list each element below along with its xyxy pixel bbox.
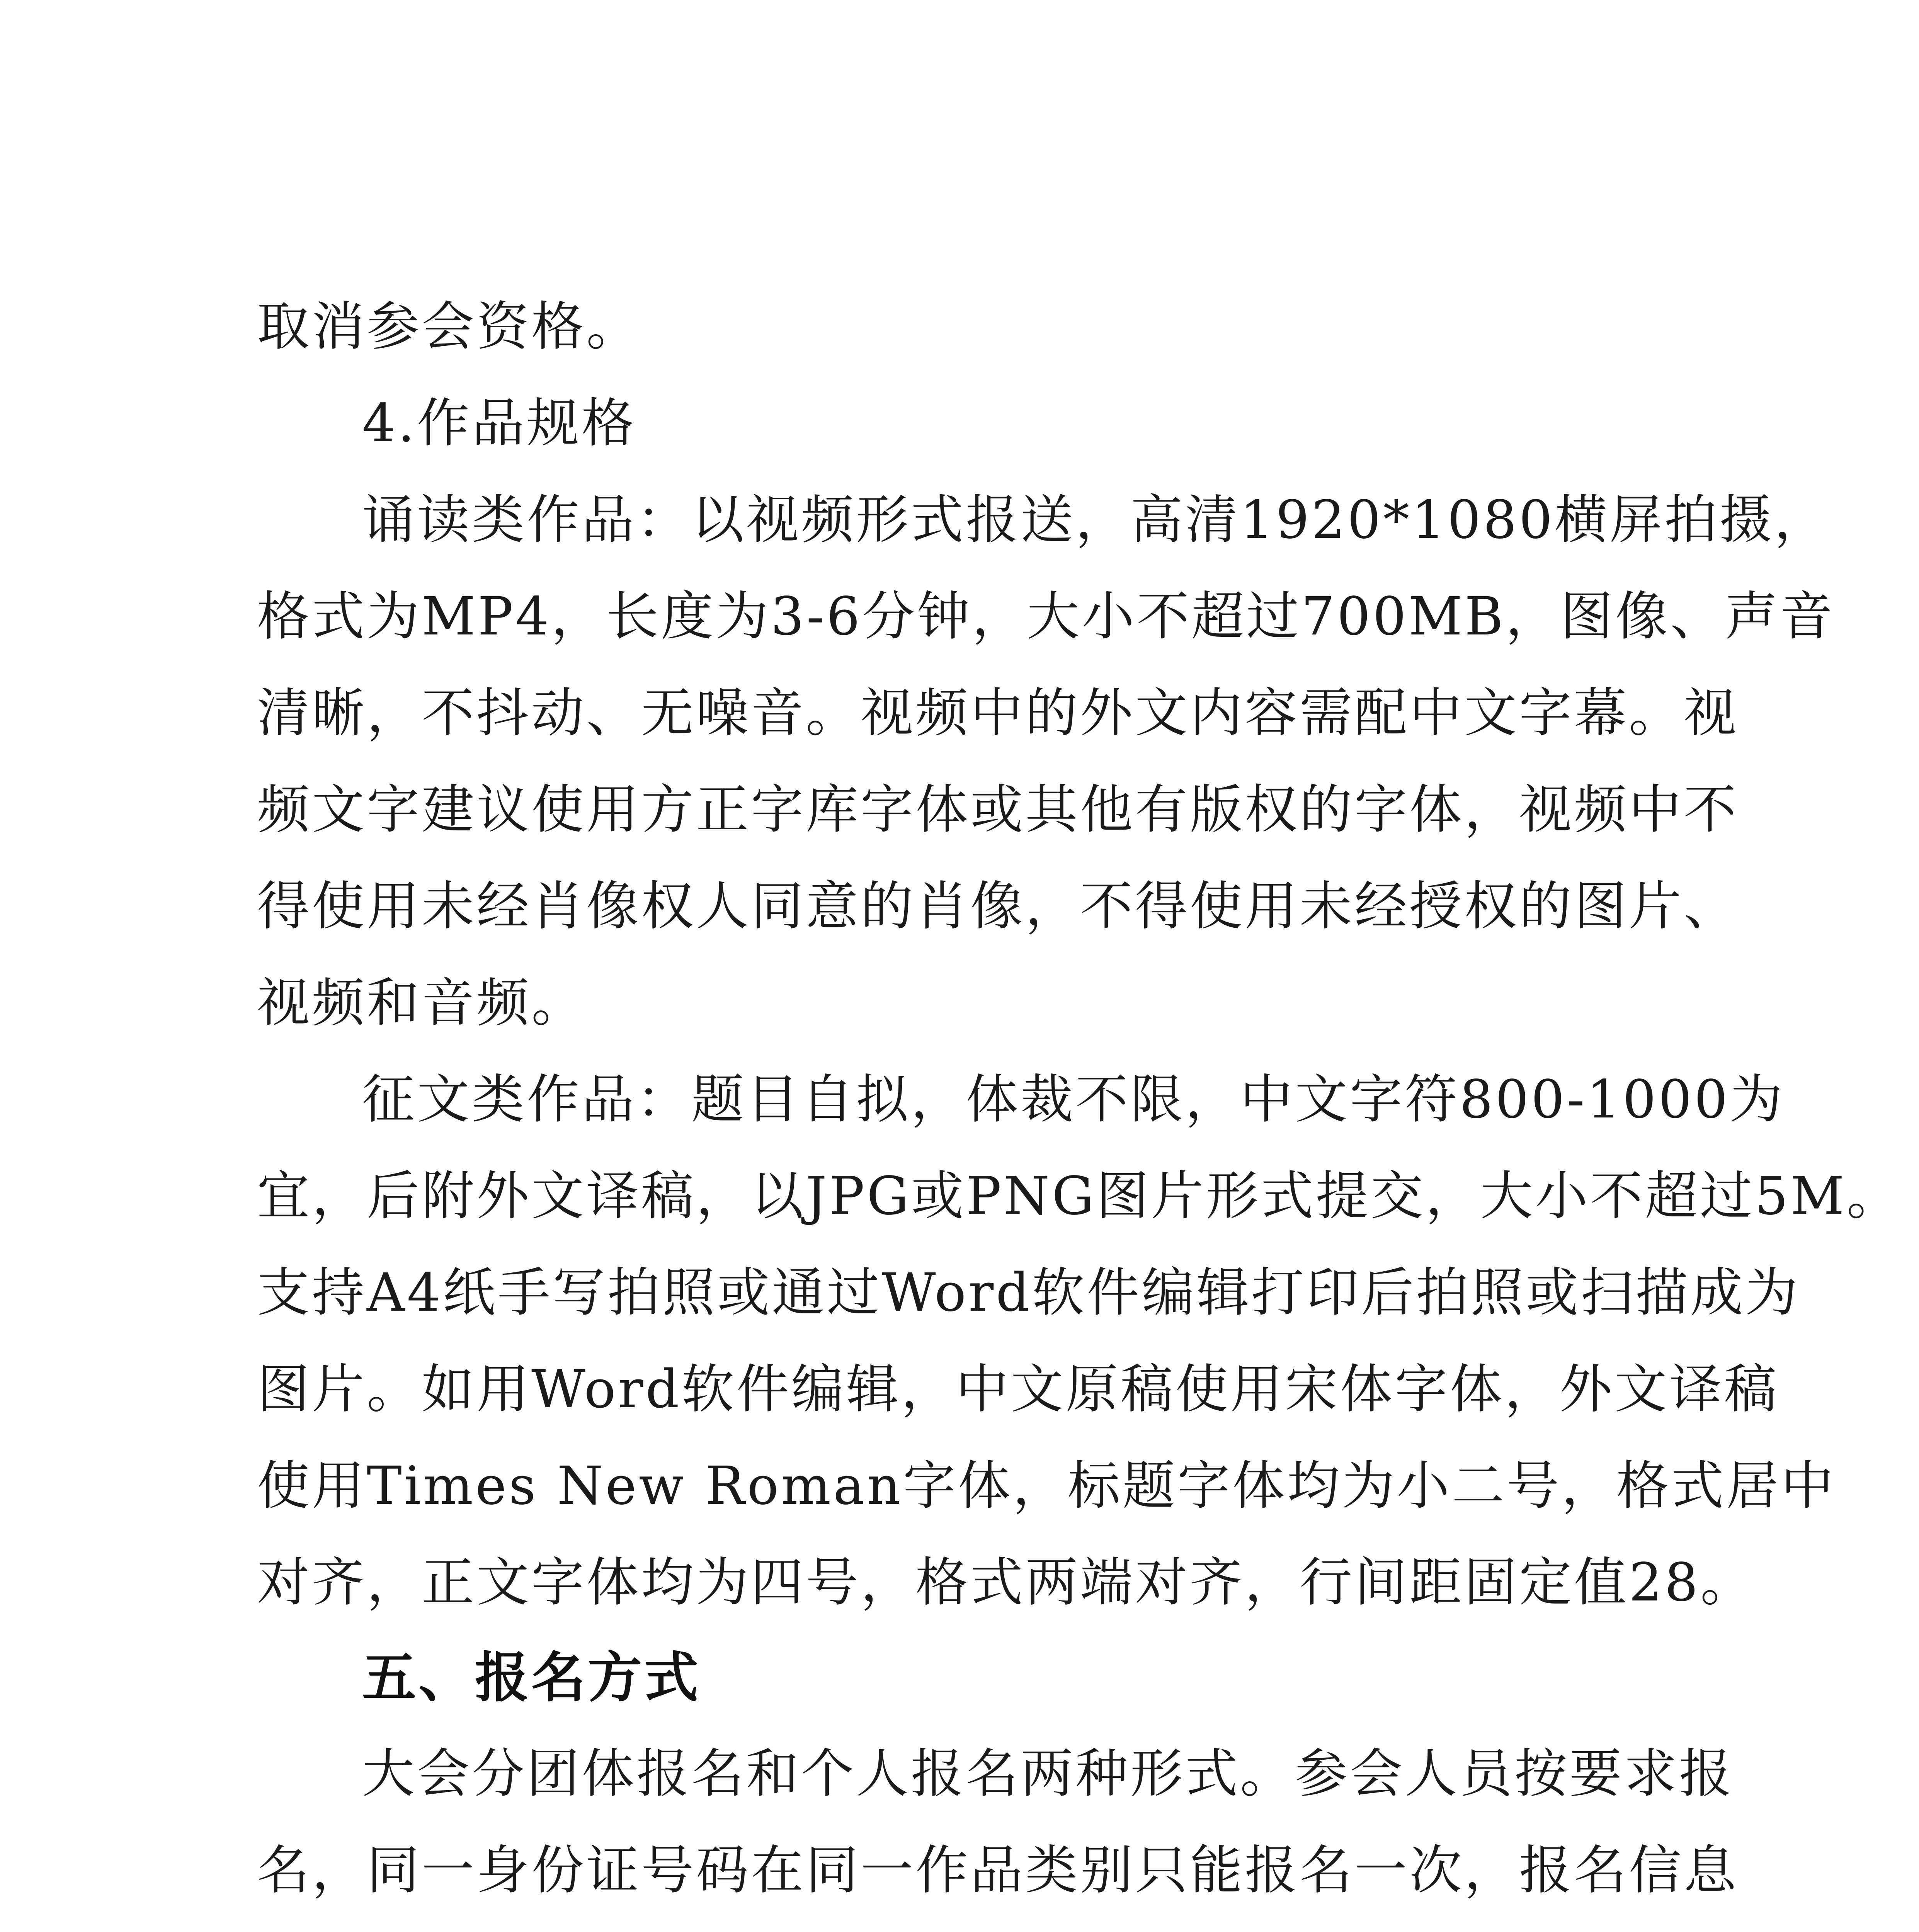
paragraph-line: 支持A4纸手写拍照或通过Word软件编辑打印后拍照或扫描成为 <box>257 1262 1800 1323</box>
paragraph-line: 大会分团体报名和个人报名两种形式。参会人员按要求报 <box>362 1743 1734 1804</box>
paragraph-line: 宜，后附外文译稿，以JPG或PNG图片形式提交，大小不超过5M。 <box>257 1166 1902 1227</box>
paragraph-line: 对齐，正文字体均为四号，格式两端对齐，行间距固定值28。 <box>257 1552 1756 1613</box>
paragraph-line: 频文字建议使用方正字库字体或其他有版权的字体，视频中不 <box>257 779 1739 840</box>
paragraph-line: 征文类作品：题目自拟，体裁不限，中文字符800-1000为 <box>362 1069 1785 1130</box>
paragraph-line: 使用Times New Roman字体，标题字体均为小二号，格式居中 <box>257 1456 1836 1517</box>
paragraph-line <box>257 1924 1687 1932</box>
paragraph-line: 名，同一身份证号码在同一作品类别只能报名一次，报名信息 <box>257 1840 1739 1901</box>
paragraph-line: 图片。如用Word软件编辑，中文原稿使用宋体字体，外文译稿 <box>257 1359 1779 1420</box>
section-heading: 五、报名方式 <box>362 1646 701 1709</box>
paragraph-line: 格式为MP4，长度为3-6分钟，大小不超过700MB，图像、声音 <box>257 586 1835 647</box>
paragraph-line: 取消参会资格。 <box>257 296 641 357</box>
paragraph-line: 得使用未经肖像权人同意的肖像，不得使用未经授权的图片、 <box>257 876 1739 937</box>
paragraph-line: 诵读类作品：以视频形式报送，高清1920*1080横屏拍摄， <box>362 490 1829 551</box>
section-subtitle: 4.作品规格 <box>362 393 636 454</box>
paragraph-line: 清晰，不抖动、无噪音。视频中的外文内容需配中文字幕。视 <box>257 683 1739 744</box>
paragraph-line: 视频和音频。 <box>257 973 586 1034</box>
